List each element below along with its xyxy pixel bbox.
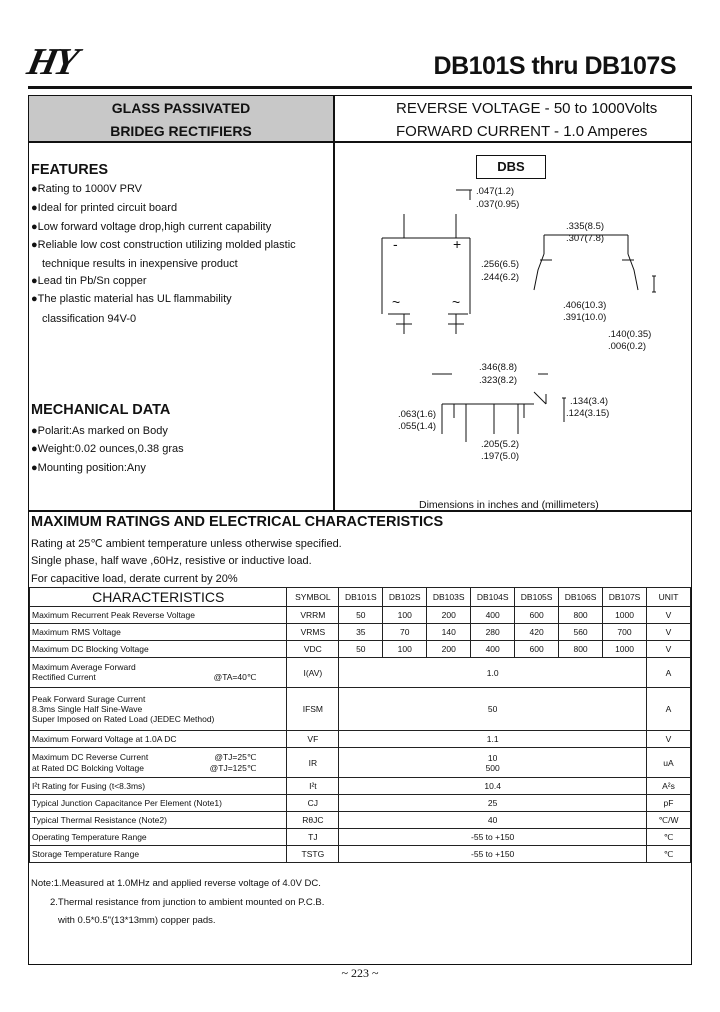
table-row [30,607,691,624]
table-header-row [30,588,691,607]
pin-label-ac: ~ [392,294,401,310]
symbol-cell: IFSM [287,688,339,731]
table-row [30,846,691,863]
dimension-label: .047(1.2) [476,186,515,197]
dimension-label: .205(5.2) [481,439,520,450]
ratings-line: For capacitive load, derate current by 20% [31,573,238,585]
header-cell: UNIT [647,588,691,607]
spanned-value-cell: 50 [339,688,647,731]
table-row [30,658,691,688]
characteristic-label: Typical Junction Capacitance Per Element (Note1) [30,795,287,812]
unit-cell: ℃ [647,846,691,863]
feature-item: ●Ideal for printed circuit board [31,202,178,214]
table-row [30,731,691,748]
value-cell: 200 [427,641,471,658]
value-cell: 200 [427,607,471,624]
table-row [30,812,691,829]
characteristic-label: Maximum DC Blocking Voltage [30,641,287,658]
characteristic-label: Maximum RMS Voltage [30,624,287,641]
symbol-cell: TSTG [287,846,339,863]
value-cell: 400 [471,607,515,624]
spanned-value-cell: 1.0 [339,658,647,688]
characteristic-label: Maximum DC Reverse Current @TJ=25℃ at Rated DC Bolcking Voltage @TJ=125℃ [30,748,287,778]
feature-item: ●Reliable low cost construction utilizing molded plastic [31,239,296,251]
value-cell: 50 [339,641,383,658]
value-cell: 600 [515,607,559,624]
value-cell: 1000 [603,607,647,624]
characteristic-label: Maximum Forward Voltage at 1.0A DC [30,731,287,748]
characteristic-label: Maximum Average Forward Rectified Current @TA=40℃ [30,658,287,688]
dimension-label: .140(0.35) [608,329,652,340]
table-row [30,829,691,846]
unit-cell: A²s [647,778,691,795]
header-cell: DB106S [559,588,603,607]
table-row [30,688,691,731]
value-cell: 560 [559,624,603,641]
dimensions-caption: Dimensions in inches and (millimeters) [419,499,599,511]
part-range-title: DB101S thru DB107S [433,52,676,80]
value-cell: 140 [427,624,471,641]
characteristic-label: I²t Rating for Fusing (t<8.3ms) [30,778,287,795]
header-cell: DB102S [383,588,427,607]
value-cell: 700 [603,624,647,641]
dimension-label: .244(6.2) [481,272,520,283]
dimension-label: .307(7.8) [566,233,605,244]
title-line1: GLASS PASSIVATED [111,100,251,116]
value-cell: 800 [559,607,603,624]
value-cell: 100 [383,641,427,658]
dimension-label: .335(8.5) [566,221,605,232]
table-row [30,748,691,778]
dimension-label: .391(10.0) [563,312,607,323]
mechanical-title: MECHANICAL DATA [31,402,171,418]
features-title: FEATURES [31,162,109,178]
characteristics-table [29,587,691,863]
value-cell: 420 [515,624,559,641]
feature-item: ●Lead tin Pb/Sn copper [31,275,147,287]
characteristic-label: Operating Temperature Range [30,829,287,846]
header-cell: CHARACTERISTICS [30,588,287,607]
forward-current-spec: FORWARD CURRENT - 1.0 Amperes [396,123,648,140]
header-cell: DB101S [339,588,383,607]
spanned-value-cell: 1.1 [339,731,647,748]
unit-cell: V [647,624,691,641]
value-cell: 600 [515,641,559,658]
unit-cell: A [647,658,691,688]
characteristic-label: Maximum Recurrent Peak Reverse Voltage [30,607,287,624]
header-cell: DB103S [427,588,471,607]
note-line: Note:1.Measured at 1.0MHz and applied reverse voltage of 4.0V DC. [31,878,321,889]
value-cell: 70 [383,624,427,641]
mechanical-item: ●Polarit:As marked on Body [31,425,168,437]
header-cell: SYMBOL [287,588,339,607]
dimension-label: .063(1.6) [398,409,437,420]
note-line: 2.Thermal resistance from junction to ambient mounted on P.C.B. [50,897,325,908]
table-row [30,778,691,795]
spanned-value-cell: 25 [339,795,647,812]
value-cell: 400 [471,641,515,658]
symbol-cell: I(AV) [287,658,339,688]
pin-label-minus: - [393,236,398,252]
characteristic-label: Typical Thermal Resistance (Note2) [30,812,287,829]
unit-cell: ℃/W [647,812,691,829]
dimension-label: .346(8.8) [479,362,518,373]
symbol-cell: TJ [287,829,339,846]
value-cell: 280 [471,624,515,641]
symbol-cell: VDC [287,641,339,658]
spanned-value-cell: 40 [339,812,647,829]
mechanical-item: ●Weight:0.02 ounces,0.38 gras [31,443,184,455]
value-cell: 35 [339,624,383,641]
symbol-cell: VRMS [287,624,339,641]
table-row [30,624,691,641]
spanned-value-cell: -55 to +150 [339,829,647,846]
feature-item: classification 94V-0 [42,313,137,325]
dimension-label: .006(0.2) [608,341,647,352]
symbol-cell: I²t [287,778,339,795]
dimension-label: .256(6.5) [481,259,520,270]
company-logo: HY [23,41,80,83]
header-cell: DB107S [603,588,647,607]
pin-label-plus: + [453,236,462,252]
unit-cell: uA [647,748,691,778]
feature-item: technique results in inexpensive product [42,258,238,270]
unit-cell: V [647,607,691,624]
header-cell: DB104S [471,588,515,607]
symbol-cell: IR [287,748,339,778]
reverse-voltage-spec: REVERSE VOLTAGE - 50 to 1000Volts [396,100,658,117]
ratings-title: MAXIMUM RATINGS AND ELECTRICAL CHARACTERISTICS [31,514,444,530]
symbol-cell: CJ [287,795,339,812]
spanned-value-cell: 10.4 [339,778,647,795]
characteristic-label: Peak Forward Surage Current 8.3ms Single Half Sine-Wave Super Imposed on Rated Load (JEDEC Method) [30,688,287,731]
header-rule [28,86,692,89]
unit-cell: V [647,641,691,658]
dimension-label: .124(3.15) [566,408,610,419]
package-name-box: DBS [476,155,546,179]
value-cell: 1000 [603,641,647,658]
spanned-value-cell: -55 to +150 [339,846,647,863]
title-line2: BRIDEG RECTIFIERS [110,123,252,139]
unit-cell: V [647,731,691,748]
table-row [30,641,691,658]
value-cell: 100 [383,607,427,624]
mechanical-item: ●Mounting position:Any [31,462,146,474]
feature-item: ●The plastic material has UL flammability [31,293,232,305]
feature-item: ●Low forward voltage drop,high current capability [31,221,272,233]
ratings-line: Rating at 25℃ ambient temperature unless otherwise specified. [31,538,342,550]
dimension-label: .055(1.4) [398,421,437,432]
dimension-label: .323(8.2) [479,375,518,386]
unit-cell: ℃ [647,829,691,846]
feature-item: ●Rating to 1000V PRV [31,183,143,195]
symbol-cell: RθJC [287,812,339,829]
header-cell: DB105S [515,588,559,607]
characteristic-label: Storage Temperature Range [30,846,287,863]
unit-cell: pF [647,795,691,812]
dimension-label: .197(5.0) [481,451,520,462]
symbol-cell: VF [287,731,339,748]
dimension-label: .406(10.3) [563,300,607,311]
page-number: ~ 223 ~ [341,966,379,980]
dimension-label: .037(0.95) [476,199,520,210]
unit-cell: A [647,688,691,731]
note-line: with 0.5*0.5"(13*13mm) copper pads. [58,915,216,926]
pin-label-ac: ~ [452,294,461,310]
ratings-line: Single phase, half wave ,60Hz, resistive or inductive load. [31,555,312,567]
value-cell: 800 [559,641,603,658]
table-row [30,795,691,812]
value-cell: 50 [339,607,383,624]
spanned-value-cell: 10 500 [339,748,647,778]
dimension-label: .134(3.4) [570,396,609,407]
symbol-cell: VRRM [287,607,339,624]
